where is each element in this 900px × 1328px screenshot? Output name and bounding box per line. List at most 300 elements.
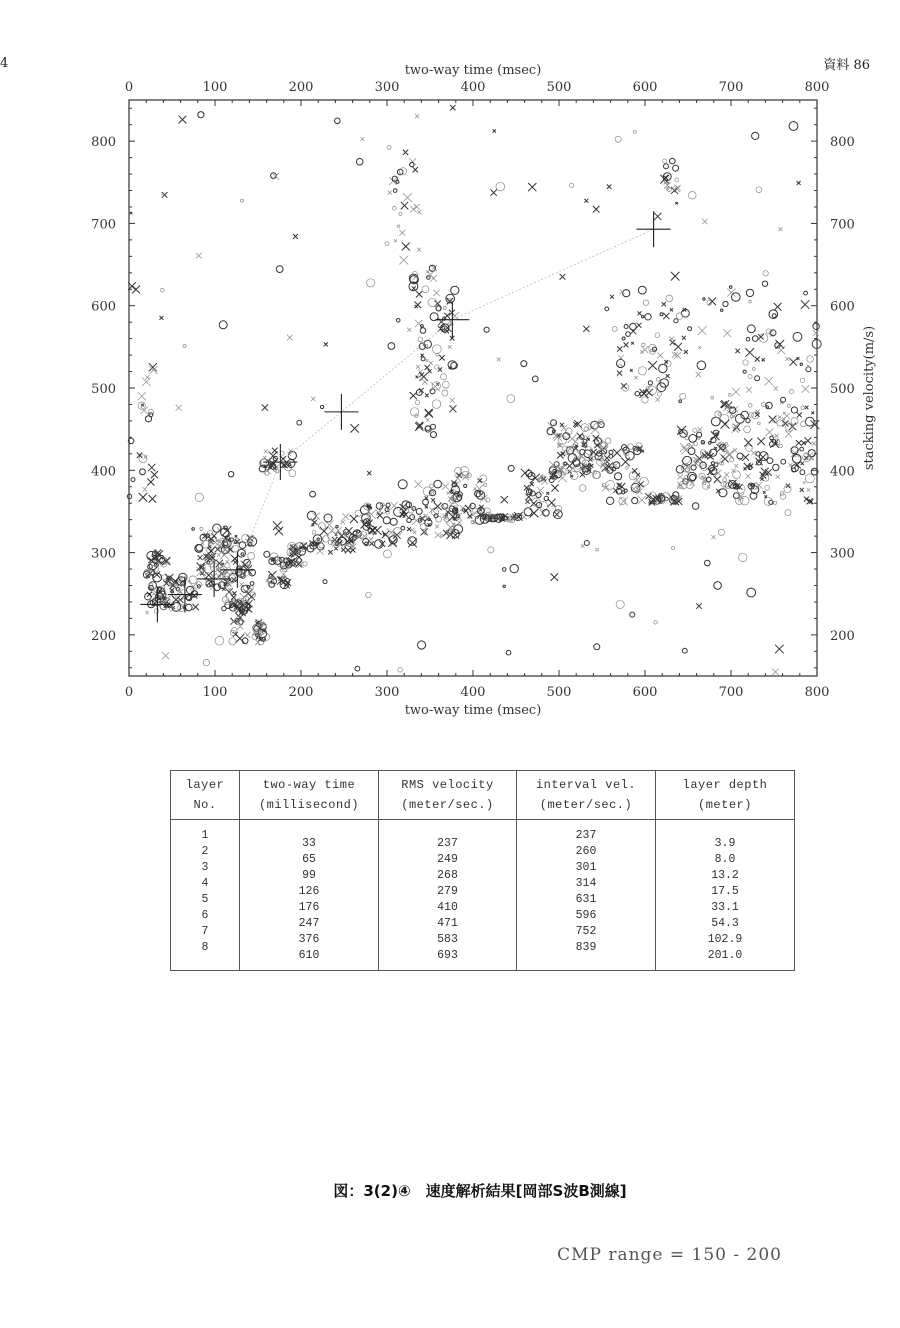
data-point xyxy=(666,374,670,378)
data-point xyxy=(689,192,697,200)
data-point xyxy=(548,499,556,507)
data-point xyxy=(739,553,747,561)
data-point xyxy=(530,482,534,486)
table-cell: 839 xyxy=(575,941,597,954)
data-point xyxy=(148,464,156,472)
table-cell: 301 xyxy=(575,861,597,874)
data-point xyxy=(412,516,421,525)
data-point xyxy=(711,417,720,426)
data-point xyxy=(801,406,805,410)
data-point xyxy=(674,319,678,323)
data-point xyxy=(451,286,459,294)
data-point xyxy=(530,509,539,518)
data-point xyxy=(766,428,774,436)
data-point xyxy=(431,424,436,429)
table-cell: 631 xyxy=(575,893,597,906)
data-point xyxy=(506,650,511,655)
header-interval-vel xyxy=(517,771,656,820)
data-point xyxy=(528,490,531,493)
data-point xyxy=(162,192,168,198)
data-point xyxy=(718,529,724,535)
data-point xyxy=(219,321,227,329)
data-point xyxy=(427,276,431,280)
data-point xyxy=(670,308,673,311)
x-tick-label-top: 800 xyxy=(804,80,830,95)
data-point xyxy=(580,435,585,440)
data-point xyxy=(638,311,642,315)
data-point xyxy=(328,532,337,541)
data-point xyxy=(426,426,431,431)
data-point xyxy=(388,191,392,195)
x-tick-label-top: 500 xyxy=(546,80,572,95)
y-tick-label-left: 300 xyxy=(91,546,116,562)
data-point xyxy=(621,458,630,467)
data-point xyxy=(723,329,731,337)
cell-stack xyxy=(244,828,374,964)
data-point xyxy=(708,298,716,306)
data-point xyxy=(140,469,146,475)
data-point xyxy=(443,306,446,309)
data-point xyxy=(698,427,703,432)
data-point xyxy=(663,159,667,163)
data-point xyxy=(733,448,737,452)
data-point xyxy=(660,313,663,316)
table-cell: 99 xyxy=(302,869,316,882)
data-point xyxy=(714,447,717,450)
header-line: (meter) xyxy=(698,798,752,812)
data-point xyxy=(198,112,204,118)
y-tick-label-right: 600 xyxy=(830,299,855,315)
data-point xyxy=(398,667,403,672)
data-point xyxy=(634,376,638,380)
data-point xyxy=(230,538,233,541)
data-point xyxy=(703,298,705,300)
table-cell: 3.9 xyxy=(714,837,736,850)
x-tick-label-bottom: 800 xyxy=(804,685,830,700)
data-point xyxy=(366,592,372,598)
data-point xyxy=(673,165,679,171)
data-point xyxy=(303,562,307,566)
data-point xyxy=(765,377,774,385)
data-point xyxy=(507,395,515,403)
data-point xyxy=(501,496,508,503)
data-point xyxy=(484,327,489,332)
data-point xyxy=(369,541,374,546)
data-point xyxy=(209,550,213,554)
data-point xyxy=(726,450,734,458)
data-point xyxy=(435,525,439,529)
data-point xyxy=(637,323,642,328)
data-point xyxy=(429,361,433,365)
data-point xyxy=(615,136,621,142)
data-point xyxy=(807,356,814,363)
data-point xyxy=(130,212,133,215)
data-point xyxy=(420,328,426,334)
data-point xyxy=(497,358,501,362)
data-point xyxy=(757,460,762,465)
cell-stack xyxy=(383,828,512,964)
data-point xyxy=(626,466,629,469)
data-point xyxy=(317,548,324,555)
column-two-way-time xyxy=(240,820,379,971)
data-point xyxy=(805,437,812,444)
data-point xyxy=(434,480,442,488)
y-tick-label-left: 700 xyxy=(91,217,116,233)
data-point xyxy=(341,520,346,525)
data-point xyxy=(724,472,729,477)
data-point xyxy=(416,291,423,297)
data-point xyxy=(410,206,416,212)
data-point xyxy=(656,378,660,382)
data-point xyxy=(733,471,741,479)
data-point xyxy=(441,374,447,380)
data-point xyxy=(413,531,416,534)
data-point xyxy=(718,413,721,416)
data-point xyxy=(443,381,450,388)
data-point xyxy=(428,369,432,373)
data-point xyxy=(657,352,663,358)
data-point xyxy=(631,342,634,345)
data-point xyxy=(445,329,450,334)
data-point xyxy=(702,219,708,225)
data-point xyxy=(413,167,418,172)
data-point xyxy=(242,638,248,644)
data-point xyxy=(646,389,653,396)
data-point xyxy=(139,493,148,502)
data-point xyxy=(335,527,342,534)
data-point xyxy=(433,290,439,296)
data-point xyxy=(415,400,419,404)
data-point xyxy=(811,412,814,415)
data-point xyxy=(606,497,613,504)
data-point xyxy=(610,295,614,299)
data-point xyxy=(217,553,221,557)
data-point xyxy=(654,621,657,624)
data-point xyxy=(630,369,633,372)
data-point xyxy=(385,242,389,246)
data-point xyxy=(671,272,680,281)
table-cell: 2 xyxy=(201,845,209,858)
data-point xyxy=(743,360,748,365)
data-point xyxy=(642,316,644,318)
data-point xyxy=(154,609,158,613)
data-point xyxy=(675,178,679,182)
data-point xyxy=(345,547,351,553)
data-point xyxy=(802,385,810,393)
data-point xyxy=(782,417,785,420)
picked-velocity-mark xyxy=(637,211,671,247)
data-point xyxy=(749,413,754,418)
data-point xyxy=(763,271,768,276)
data-point xyxy=(373,526,382,535)
data-point xyxy=(724,404,731,411)
data-point xyxy=(341,548,345,552)
x-tick-label-bottom: 400 xyxy=(460,685,486,700)
data-point xyxy=(626,332,631,337)
data-point xyxy=(810,420,819,429)
data-point xyxy=(289,470,296,477)
data-point xyxy=(195,493,203,501)
data-point xyxy=(369,537,373,541)
data-point xyxy=(767,458,773,464)
data-point xyxy=(803,481,806,484)
data-point xyxy=(797,357,800,360)
data-point xyxy=(693,428,697,432)
results-table-wrap xyxy=(170,770,795,971)
data-point xyxy=(616,600,624,608)
data-point xyxy=(721,420,730,429)
data-point xyxy=(747,325,755,333)
data-point xyxy=(131,478,135,482)
data-point xyxy=(356,158,363,165)
table-cell: 54.3 xyxy=(711,917,739,930)
data-point xyxy=(735,349,739,353)
data-point xyxy=(594,644,600,650)
y-tick-label-right: 500 xyxy=(830,382,855,397)
data-point xyxy=(800,488,804,492)
data-point xyxy=(401,526,405,530)
data-point xyxy=(350,424,359,433)
data-point xyxy=(785,510,791,516)
data-point xyxy=(149,495,157,503)
data-point xyxy=(746,337,750,341)
x-tick-label-top: 700 xyxy=(718,80,744,95)
data-point xyxy=(609,450,613,454)
data-point xyxy=(311,397,316,402)
data-point xyxy=(697,361,706,370)
data-point xyxy=(403,150,408,155)
data-point xyxy=(733,493,739,499)
data-point xyxy=(171,591,173,593)
data-point xyxy=(398,225,400,227)
data-point xyxy=(772,669,779,675)
data-point xyxy=(624,489,627,492)
data-point xyxy=(200,527,203,530)
data-point xyxy=(638,496,646,504)
data-point xyxy=(729,286,732,289)
data-point xyxy=(222,606,226,610)
data-point xyxy=(436,516,442,522)
data-point xyxy=(179,116,187,124)
data-point xyxy=(744,438,752,446)
cell-stack xyxy=(660,828,790,964)
data-point xyxy=(546,492,549,495)
data-point xyxy=(398,480,407,489)
data-point xyxy=(431,498,435,502)
data-point xyxy=(786,424,794,432)
data-point xyxy=(548,422,557,431)
data-point xyxy=(579,485,586,492)
data-point xyxy=(551,484,558,491)
data-point xyxy=(241,199,244,202)
data-point xyxy=(801,462,804,465)
data-point xyxy=(648,361,657,370)
data-point xyxy=(691,465,696,470)
data-point xyxy=(640,350,644,354)
data-point xyxy=(800,378,804,382)
data-point xyxy=(573,439,578,444)
data-point xyxy=(426,359,429,362)
data-point xyxy=(749,300,752,303)
data-point xyxy=(293,234,298,239)
data-point xyxy=(789,122,798,131)
table-cell: 260 xyxy=(575,845,597,858)
header-line: No. xyxy=(193,798,217,812)
data-point xyxy=(262,404,268,410)
data-point xyxy=(262,637,265,640)
data-point xyxy=(250,586,253,589)
header-line: layer depth xyxy=(682,778,768,792)
data-point xyxy=(450,105,455,110)
y-tick-label-left: 600 xyxy=(91,299,116,315)
data-point xyxy=(450,398,455,403)
data-point xyxy=(388,343,395,350)
data-point xyxy=(146,611,149,614)
data-point xyxy=(162,652,169,659)
data-point xyxy=(662,302,666,306)
data-point xyxy=(584,541,589,546)
table-cell: 126 xyxy=(298,885,320,898)
data-point xyxy=(678,474,684,480)
data-point xyxy=(532,376,538,382)
data-point xyxy=(763,491,766,494)
table-cell: 237 xyxy=(437,837,458,850)
data-point xyxy=(732,426,739,433)
table-cell: 176 xyxy=(298,901,320,914)
data-point xyxy=(393,189,397,193)
y-tick-label-right: 800 xyxy=(830,135,855,151)
data-point xyxy=(407,328,411,332)
data-point xyxy=(663,313,669,319)
data-point xyxy=(804,291,808,295)
data-point xyxy=(264,551,270,557)
table-cell: 471 xyxy=(437,917,458,930)
data-point xyxy=(324,342,328,346)
data-point xyxy=(553,433,558,438)
data-point xyxy=(320,527,329,536)
data-point xyxy=(417,248,421,252)
data-point xyxy=(145,375,149,379)
data-point xyxy=(412,286,416,290)
data-point xyxy=(765,485,770,490)
y-tick-label-left: 800 xyxy=(91,135,116,151)
data-point xyxy=(323,580,327,584)
data-point xyxy=(566,447,573,454)
table-cell: 13.2 xyxy=(711,869,739,882)
data-point xyxy=(593,206,600,213)
data-point xyxy=(239,542,246,549)
data-point xyxy=(367,279,375,287)
data-point xyxy=(564,462,567,465)
data-point xyxy=(400,504,407,511)
data-point xyxy=(752,336,758,342)
data-point xyxy=(688,448,695,455)
data-point xyxy=(596,548,599,551)
data-point xyxy=(536,492,541,497)
data-point xyxy=(392,206,396,210)
x-tick-label-bottom: 200 xyxy=(288,685,314,700)
data-point xyxy=(417,210,421,214)
table-cell: 6 xyxy=(201,909,209,922)
page-label: 資料 86 xyxy=(823,58,870,73)
data-point xyxy=(775,645,784,654)
data-point xyxy=(692,503,699,510)
data-point xyxy=(428,298,437,307)
data-point xyxy=(746,289,753,296)
data-point xyxy=(449,405,456,412)
data-point xyxy=(775,434,779,438)
data-point xyxy=(554,512,559,518)
data-point xyxy=(641,450,644,453)
scatter-points xyxy=(127,105,821,675)
header-line: (millisecond) xyxy=(258,798,360,812)
table-cell: 610 xyxy=(298,949,320,962)
data-point xyxy=(390,502,398,510)
table-cell: 7 xyxy=(201,925,209,938)
data-point xyxy=(528,183,536,191)
data-point xyxy=(676,313,682,319)
data-point xyxy=(403,193,412,202)
data-point xyxy=(801,300,810,309)
data-point xyxy=(773,464,779,470)
data-point xyxy=(439,355,444,360)
table-cell: 752 xyxy=(575,925,597,938)
data-point xyxy=(605,307,609,311)
data-point xyxy=(553,510,562,519)
data-point xyxy=(746,474,751,479)
data-point xyxy=(813,330,819,336)
table-cell: 247 xyxy=(298,917,320,930)
data-point xyxy=(762,358,765,361)
data-point xyxy=(674,343,682,351)
table-cell: 583 xyxy=(437,933,458,946)
column-interval-vel xyxy=(517,820,656,971)
data-point xyxy=(460,467,469,476)
data-point xyxy=(804,497,809,502)
data-point xyxy=(638,367,646,375)
data-point xyxy=(800,363,802,365)
data-point xyxy=(723,301,728,306)
data-point xyxy=(297,420,302,425)
data-point xyxy=(797,181,801,185)
data-point xyxy=(421,325,424,328)
data-point xyxy=(664,164,669,169)
data-point xyxy=(753,368,756,371)
data-point xyxy=(709,442,712,445)
table-cell: 314 xyxy=(575,877,597,890)
data-point xyxy=(425,365,430,370)
data-point xyxy=(280,456,286,462)
data-point xyxy=(761,403,765,407)
picked-velocity-mark xyxy=(324,394,358,430)
data-point xyxy=(624,342,629,347)
data-point xyxy=(442,503,448,509)
data-point xyxy=(324,514,332,522)
header-line: interval vel. xyxy=(535,778,637,792)
data-point xyxy=(805,406,809,410)
data-point xyxy=(680,393,686,399)
data-point xyxy=(690,475,696,481)
data-point xyxy=(659,364,667,372)
data-point xyxy=(418,337,423,342)
data-point xyxy=(746,387,752,393)
data-point xyxy=(785,357,789,361)
data-point xyxy=(591,421,599,429)
data-point xyxy=(613,449,621,457)
data-point xyxy=(407,518,411,522)
data-point xyxy=(770,436,774,440)
data-point xyxy=(317,538,319,540)
